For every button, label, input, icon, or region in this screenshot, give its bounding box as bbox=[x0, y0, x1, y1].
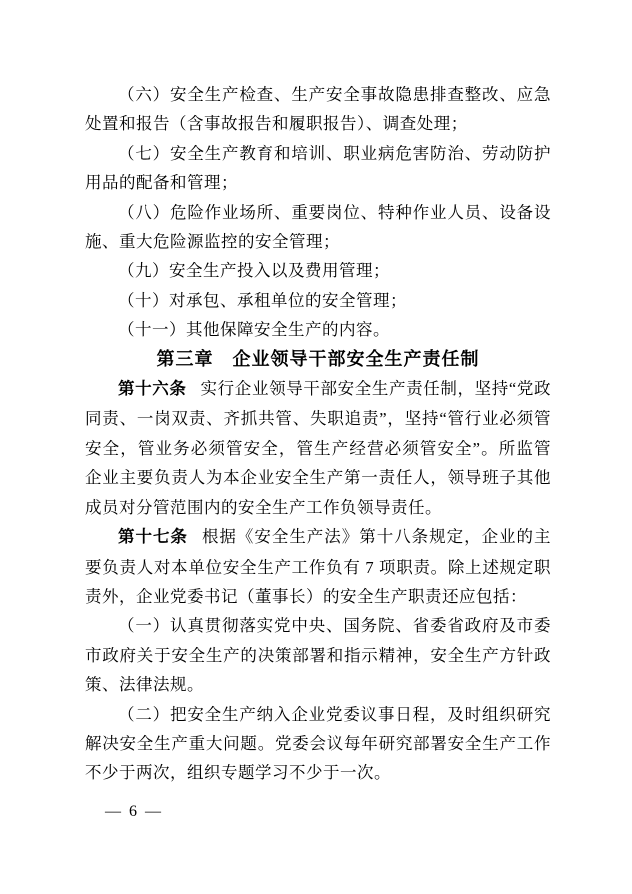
article-number: 第十六条 bbox=[118, 380, 187, 399]
paragraph: （二）把安全生产纳入企业党委议事日程，及时组织研究解决安全生产重大问题。党委会议每年研究部署安全生产工作不少于两次，组织专题学习不少于一次。 bbox=[85, 704, 551, 783]
page-number: — 6 — bbox=[105, 803, 163, 820]
paragraph bbox=[85, 374, 551, 522]
article-number: 第十七条 bbox=[118, 528, 188, 547]
paragraph: （九）安全生产投入以及费用管理； bbox=[118, 261, 390, 281]
paragraph: （七）安全生产教育和培训、职业病危害防治、劳动防护用品的配备和管理； bbox=[85, 143, 551, 193]
paragraph: （十）对承包、承租单位的安全管理； bbox=[118, 290, 407, 310]
article-text: 实行企业领导干部安全生产责任制，坚持“党政同责、一岗双责、齐抓共管、失职追责”，坚持“管行业必须管安全，管业务必须管安全，管生产经营必须管安全”。所监管企业主要负责人为本企业安全生产第一责任人，领导班子其他成员对分管范围内的安全生产工作负领导责任。 bbox=[85, 379, 552, 517]
paragraph: （十一）其他保障安全生产的内容。 bbox=[118, 320, 390, 340]
document-body bbox=[85, 80, 551, 788]
article-text: 根据《安全生产法》第十八条规定，企业的主要负责人对本单位安全生产工作负有 7 项职责。除上述规定职责外，企业党委书记（董事长）的安全生产职责还应包括： bbox=[85, 527, 552, 606]
paragraph: （六）安全生产检查、生产安全事故隐患排查整改、应急处置和报告（含事故报告和履职报告）、调查处理； bbox=[85, 85, 551, 134]
paragraph: （一）认真贯彻落实党中央、国务院、省委省政府及市委市政府关于安全生产的决策部署和指示精神，安全生产方针政策、法律法规。 bbox=[85, 616, 551, 695]
chapter-heading: 第三章 企业领导干部安全生产责任制 bbox=[156, 348, 480, 369]
paragraph: （八）危险作业场所、重要岗位、特种作业人员、设备设施、重大危险源监控的安全管理； bbox=[85, 202, 551, 252]
paragraph bbox=[85, 522, 551, 611]
